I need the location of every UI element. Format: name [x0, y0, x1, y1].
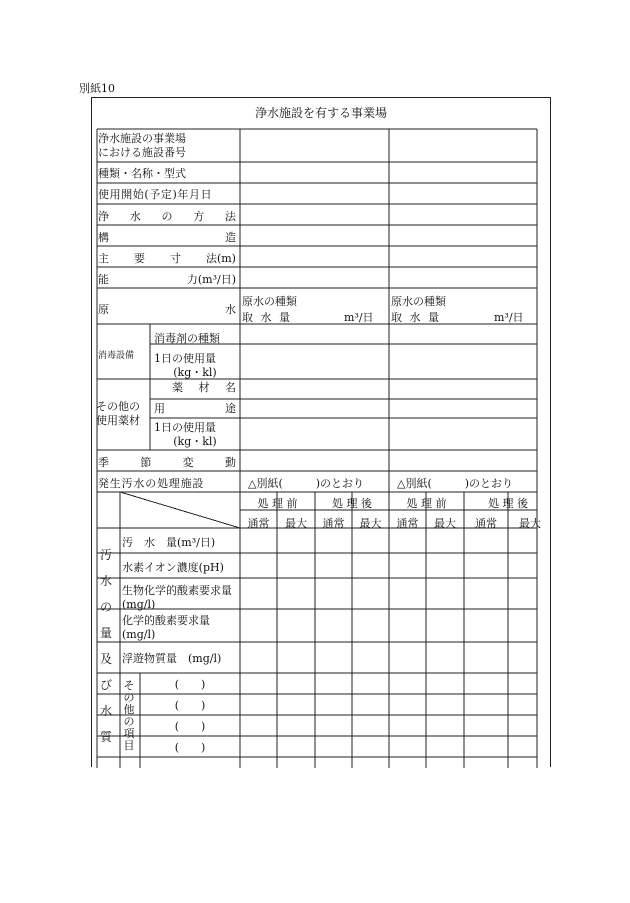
ss-label: 浮遊物質量 (mg/l) [122, 652, 222, 665]
other-items-char-3: の [123, 715, 135, 728]
raw-water-unit-1: m³/日 [344, 311, 374, 324]
dimensions-label: 主 要 寸 法(m) [98, 252, 236, 265]
raw-water-label: 原 水 [98, 303, 236, 316]
method-label: 浄 水 の 方 法 [98, 210, 236, 223]
reference-cell-1: △別紙( )のとおり [248, 477, 365, 490]
facility-number-label-2: における施設番号 [98, 146, 186, 159]
seasonal-variation-label: 季 節 変 動 [98, 456, 236, 469]
header-before-2: 処 理 前 [406, 497, 447, 510]
sewage-quality-side-7: 質 [99, 730, 112, 744]
header-after-1: 処 理 後 [332, 497, 372, 510]
form-frame [91, 97, 551, 767]
cod-unit: (mg/l) [122, 628, 156, 641]
daily-use-unit-2: (kg・kl) [173, 435, 217, 448]
raw-water-kind-1: 原水の種類 [242, 295, 297, 308]
sewage-volume-label: 汚 水 量(m³/日) [122, 536, 216, 549]
sewage-quality-side-3: 量 [99, 626, 112, 640]
kind-label: 種類・名称・型式 [98, 167, 186, 180]
other-items-char-4: 項 [123, 727, 135, 740]
cod-label: 化学的酸素要求量 [122, 614, 210, 627]
other-items-char-2: 他 [123, 703, 135, 716]
header-normal-1: 通常 [247, 517, 270, 530]
other-item-slot-3: ( ) [174, 720, 206, 733]
raw-water-amount-label-2: 取 水 量 [391, 311, 441, 324]
capacity-label: 能 力(m³/日) [98, 273, 236, 286]
other-item-slot-4: ( ) [174, 741, 206, 754]
reference-cell-2: △別紙( )のとおり [397, 477, 514, 490]
header-normal-4: 通常 [475, 517, 497, 530]
other-chemicals-label-2: 使用薬材 [96, 414, 140, 427]
bod-label: 生物化学的酸素要求量 [122, 584, 232, 597]
bod-unit: (mg/l) [122, 598, 156, 611]
form-title: 浄水施設を有する事業場 [254, 106, 387, 120]
start-date-label: 使用開始(予定)年月日 [98, 188, 213, 201]
header-max-4: 最大 [519, 517, 541, 530]
sewage-quality-side-1: 水 [99, 574, 112, 588]
header-before-1: 処 理 前 [257, 497, 298, 510]
other-item-slot-2: ( ) [174, 699, 206, 712]
disinfection-equipment-label: 消毒設備 [98, 351, 135, 361]
header-max-2: 最大 [359, 517, 382, 530]
chemical-name-label: 薬 材 名 [172, 381, 236, 394]
sewage-quality-side-0: 汚 [99, 548, 112, 562]
header-normal-2: 通常 [322, 517, 345, 530]
raw-water-amount-label-1: 取 水 量 [242, 311, 292, 324]
ph-label: 水素イオン濃度(pH) [122, 561, 224, 574]
structure-label: 構 造 [98, 231, 236, 244]
other-item-slot-1: ( ) [174, 678, 206, 691]
page-label: 別紙10 [79, 82, 115, 95]
header-normal-3: 通常 [396, 517, 419, 530]
sewage-quality-side-6: 水 [99, 704, 112, 718]
header-max-1: 最大 [285, 517, 307, 530]
daily-use-label-1: 1日の使用量 [154, 352, 216, 365]
other-chemicals-label-1: その他の [96, 400, 140, 413]
daily-use-unit-1: (kg・kl) [173, 366, 217, 379]
daily-use-label-2: 1日の使用量 [154, 421, 216, 434]
sewage-facility-label: 発生汚水の処理施設 [98, 477, 205, 490]
sewage-quality-side-5: び [99, 678, 112, 692]
sewage-quality-side-2: の [99, 600, 112, 614]
raw-water-unit-2: m³/日 [494, 311, 524, 324]
raw-water-kind-2: 原水の種類 [391, 295, 446, 308]
sewage-quality-side-4: 及 [99, 652, 112, 666]
other-items-char-0: そ [123, 679, 135, 692]
use-label: 用 途 [154, 402, 236, 415]
other-items-char-1: の [123, 691, 135, 704]
other-items-char-5: 目 [123, 739, 135, 752]
disinfectant-kind-label: 消毒剤の種類 [154, 332, 220, 345]
header-after-2: 処 理 後 [488, 497, 528, 510]
header-max-3: 最大 [434, 517, 456, 530]
facility-number-label-1: 浄水施設の事業場 [98, 132, 186, 145]
